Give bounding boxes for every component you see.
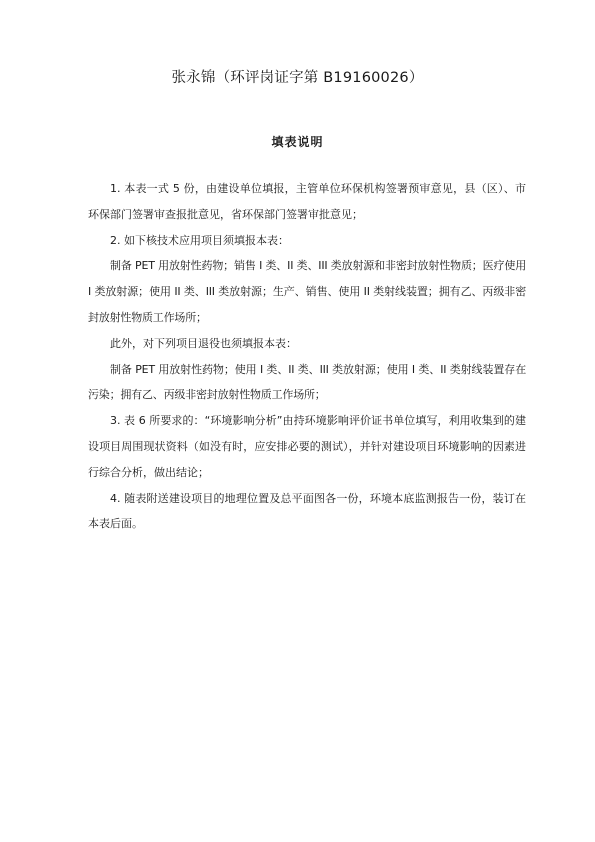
paragraph-attachments: 4. 随表附送建设项目的地理位置及总平面图各一份，环境本底监测报告一份，装订在本表后面。 xyxy=(88,491,526,531)
paragraph-scope-heading: 2. 如下核技术应用项目须填报本表： xyxy=(110,233,289,247)
paragraph-scope-list: 制备 PET 用放射性药物；销售 I 类、II 类、III 类放射源和非密封放射性物质；医疗使用 I 类放射源；使用 II 类、III 类放射源；生产、销售、使用 II 类射线装置；拥有乙、丙级非密封放射性物质工作场所； xyxy=(88,259,526,324)
paragraph-decommission-list: 制备 PET 用放射性药物；使用 I 类、II 类、III 类放射源；使用 I 类、II 类射线装置存在污染；拥有乙、丙级非密封放射性物质工作场所； xyxy=(88,362,526,402)
paragraph-impact-analysis: 3. 表 6 所要求的：“环境影响分析”由持环境影响评价证书单位填写，利用收集到的建设项目周围现状资料（如没有时，应安排必要的测试），并针对建设项目环境影响的因素进行综合分析，做出结论； xyxy=(88,414,526,479)
paragraph-copies: 1. 本表一式 5 份，由建设单位填报，主管单位环保机构签署预审意见，县（区）、市环保部门签署审查报批意见，省环保部门签署审批意见； xyxy=(88,182,526,221)
page-header: 张永锦（环评岗证字第 B19160026） xyxy=(171,70,424,86)
section-title: 填表说明 xyxy=(271,135,324,149)
paragraph-decommission-heading: 此外，对下列项目退役也须填报本表： xyxy=(110,336,297,350)
instructions-body xyxy=(88,176,526,537)
